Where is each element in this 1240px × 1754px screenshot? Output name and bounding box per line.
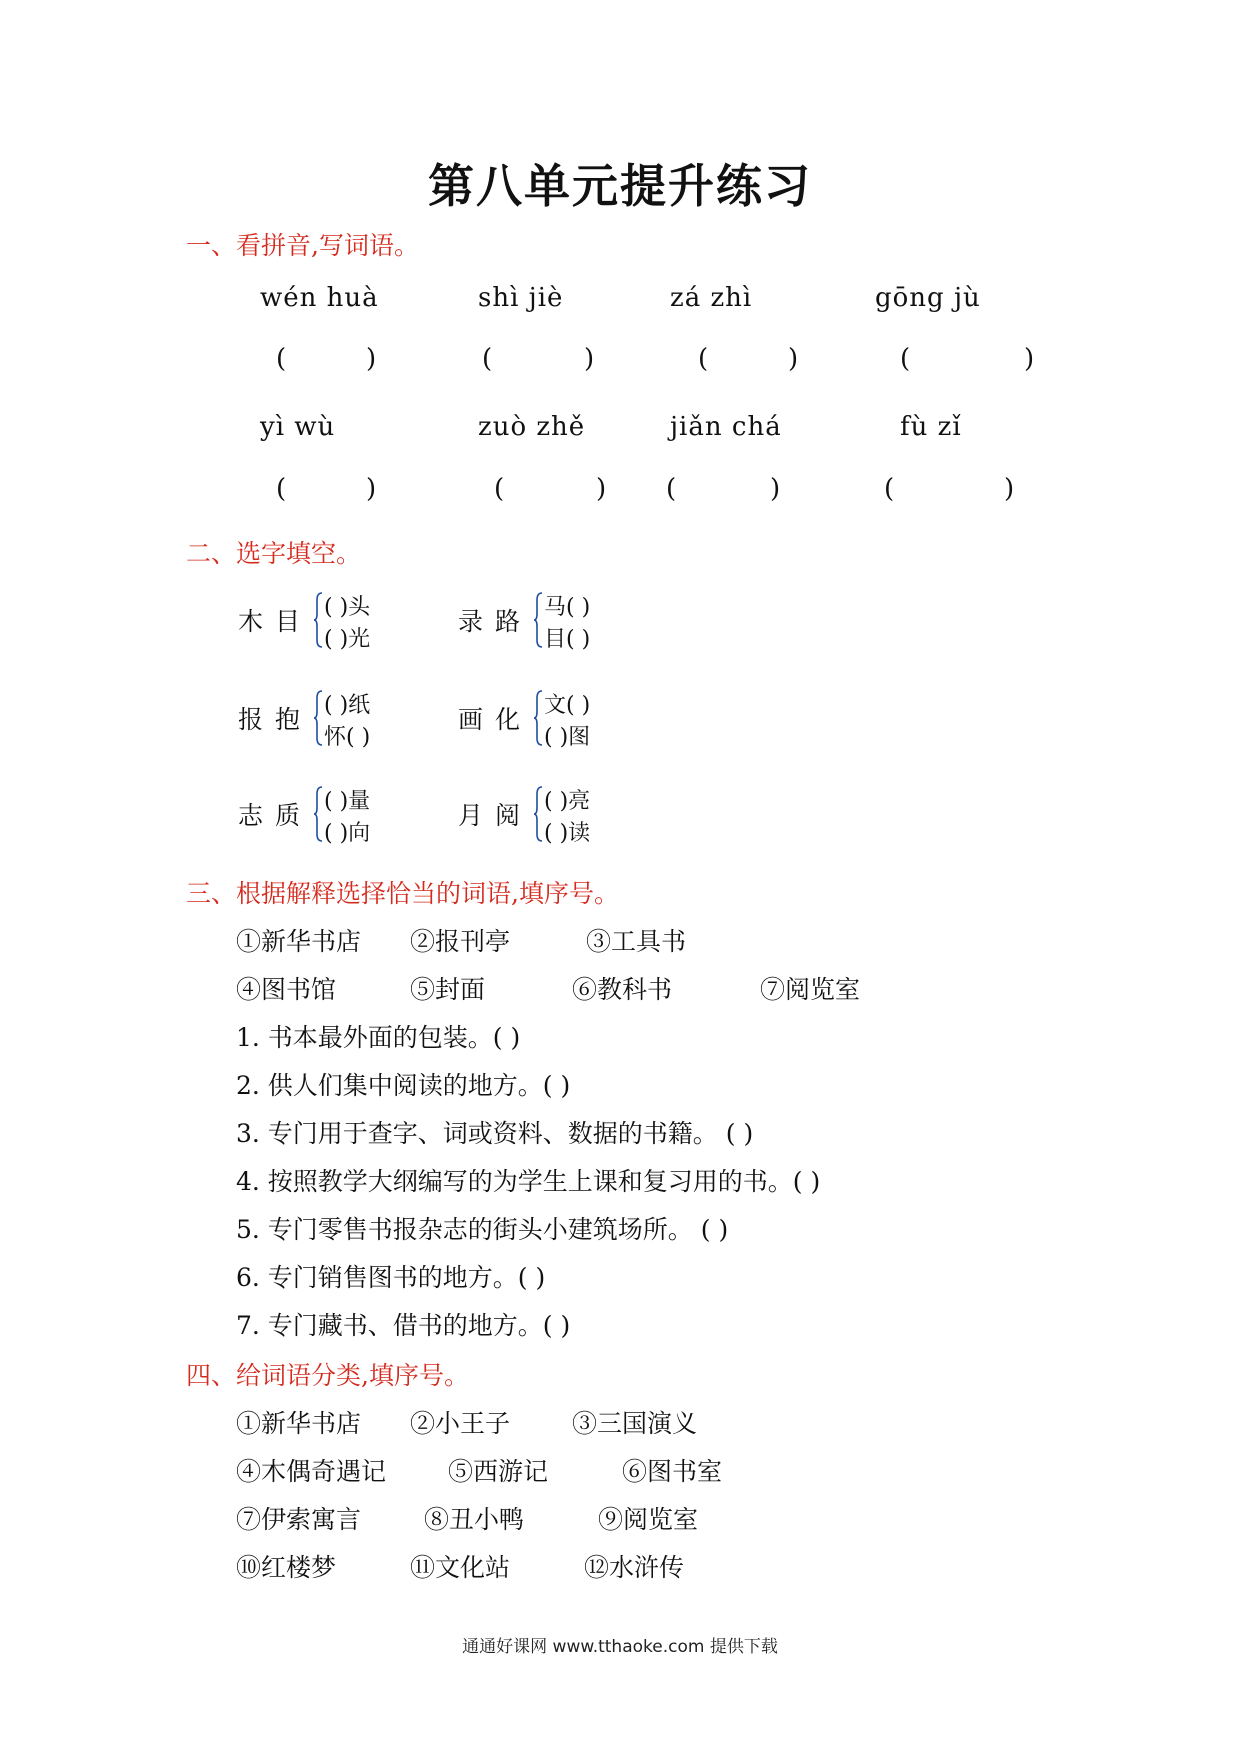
answer-blank-close[interactable]: ) <box>596 474 607 504</box>
brace-icon <box>314 690 323 746</box>
section-heading-classify: 四、给词语分类,填序号。 <box>186 1361 469 1390</box>
answer-blank-open[interactable]: ( <box>900 344 911 374</box>
option-item: ⑧丑小鸭 <box>424 1505 525 1534</box>
option-item: ⑥图书室 <box>622 1457 723 1486</box>
answer-blank-close[interactable]: ) <box>770 474 781 504</box>
answer-blank-open[interactable]: ( <box>884 474 895 504</box>
option-item: ③三国演义 <box>572 1409 698 1438</box>
question-item: 6. 专门销售图书的地方。( ) <box>236 1263 546 1292</box>
option-item: ②报刊亭 <box>410 927 511 956</box>
option-item: ⑫水浒传 <box>584 1553 685 1582</box>
fill-blank[interactable]: 马( ) <box>544 595 591 620</box>
brace-icon <box>314 786 323 842</box>
char-pair: 木 目 <box>238 607 302 636</box>
answer-blank-close[interactable]: ) <box>584 344 595 374</box>
fill-blank[interactable]: ( )光 <box>324 627 371 652</box>
char-pair: 月 阅 <box>458 801 522 830</box>
answer-blank-open[interactable]: ( <box>666 474 677 504</box>
brace-icon <box>534 592 543 648</box>
option-item: ⑨阅览室 <box>598 1505 699 1534</box>
fill-blank[interactable]: ( )向 <box>324 821 371 846</box>
question-item: 5. 专门零售书报杂志的街头小建筑场所。 ( ) <box>236 1215 729 1244</box>
answer-blank-close[interactable]: ) <box>1004 474 1015 504</box>
pinyin-item: yì wù <box>260 412 336 442</box>
fill-blank[interactable]: 目( ) <box>544 627 591 652</box>
option-item: ⑥教科书 <box>572 975 673 1004</box>
fill-blank[interactable]: ( )头 <box>324 595 371 620</box>
question-item: 7. 专门藏书、借书的地方。( ) <box>236 1311 571 1340</box>
option-item: ⑪文化站 <box>410 1553 511 1582</box>
answer-blank-open[interactable]: ( <box>494 474 505 504</box>
pinyin-item: shì jiè <box>478 283 564 313</box>
char-pair: 志 质 <box>238 801 302 830</box>
section-heading-choose-word: 三、根据解释选择恰当的词语,填序号。 <box>186 879 619 908</box>
answer-blank-open[interactable]: ( <box>276 474 287 504</box>
pinyin-item: fù zǐ <box>900 412 962 442</box>
fill-blank[interactable]: ( )读 <box>544 821 591 846</box>
option-item: ⑤封面 <box>410 975 486 1004</box>
option-item: ②小王子 <box>410 1409 511 1438</box>
brace-icon <box>534 786 543 842</box>
answer-blank-close[interactable]: ) <box>1024 344 1035 374</box>
page-title: 第八单元提升练习 <box>428 159 812 213</box>
question-item: 2. 供人们集中阅读的地方。( ) <box>236 1071 571 1100</box>
pinyin-item: jiǎn chá <box>670 412 782 442</box>
option-item: ①新华书店 <box>236 1409 362 1438</box>
char-pair: 报 抱 <box>238 705 302 734</box>
char-pair: 画 化 <box>458 705 522 734</box>
footer-source: 通通好课网 www.tthaoke.com 提供下载 <box>462 1637 778 1657</box>
answer-blank-open[interactable]: ( <box>698 344 709 374</box>
answer-blank-open[interactable]: ( <box>276 344 287 374</box>
answer-blank-close[interactable]: ) <box>366 474 377 504</box>
answer-blank-open[interactable]: ( <box>482 344 493 374</box>
option-item: ⑤西游记 <box>448 1457 549 1486</box>
section-heading-fill-char: 二、选字填空。 <box>186 539 362 568</box>
pinyin-item: zuò zhě <box>478 412 586 442</box>
pinyin-item: zá zhì <box>670 283 753 313</box>
option-item: ⑦阅览室 <box>760 975 861 1004</box>
fill-blank[interactable]: ( )图 <box>544 725 591 750</box>
option-item: ⑦伊索寓言 <box>236 1505 362 1534</box>
option-item: ⑩红楼梦 <box>236 1553 337 1582</box>
option-item: ①新华书店 <box>236 927 362 956</box>
fill-blank[interactable]: ( )量 <box>324 789 371 814</box>
char-pair: 录 路 <box>458 607 522 636</box>
fill-blank[interactable]: 怀( ) <box>324 725 371 750</box>
section-heading-pinyin: 一、看拼音,写词语。 <box>186 231 419 260</box>
question-item: 3. 专门用于查字、词或资料、数据的书籍。 ( ) <box>236 1119 754 1148</box>
brace-icon <box>534 690 543 746</box>
fill-blank[interactable]: 文( ) <box>544 693 591 718</box>
brace-icon <box>314 592 323 648</box>
option-item: ④木偶奇遇记 <box>236 1457 387 1486</box>
fill-blank[interactable]: ( )纸 <box>324 693 371 718</box>
pinyin-item: wén huà <box>260 283 379 313</box>
question-item: 4. 按照教学大纲编写的为学生上课和复习用的书。( ) <box>236 1167 821 1196</box>
pinyin-item: gōng jù <box>875 283 981 313</box>
option-item: ④图书馆 <box>236 975 337 1004</box>
option-item: ③工具书 <box>586 927 687 956</box>
question-item: 1. 书本最外面的包装。( ) <box>236 1023 521 1052</box>
answer-blank-close[interactable]: ) <box>788 344 799 374</box>
fill-blank[interactable]: ( )亮 <box>544 789 591 814</box>
answer-blank-close[interactable]: ) <box>366 344 377 374</box>
